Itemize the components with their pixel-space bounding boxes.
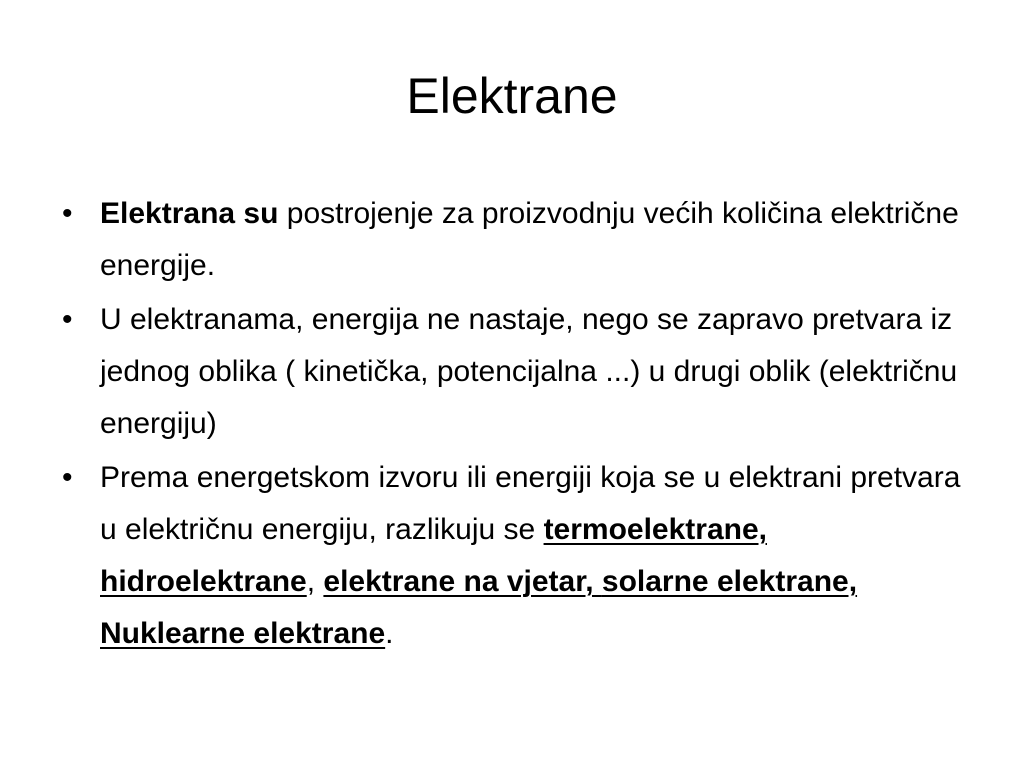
bullet-text: postrojenje za proizvodnju većih količina električne energije. [100, 197, 959, 282]
term-termoelektrane: termoelektrane, [543, 513, 767, 546]
bullet-item-2 [62, 294, 967, 450]
bullet-list [62, 188, 967, 662]
sentence-end: . [385, 617, 394, 650]
bullet-item-3 [62, 452, 967, 660]
term-elektrane-na-vjetar: elektrane na vjetar, [323, 565, 602, 598]
bullet-text-intro: Prema energetskom izvoru ili energiji koja se u elektrani pretvara u električnu energiju, razlikuju se [100, 461, 961, 546]
bullet-text: U elektranama, energija ne nastaje, nego se zapravo pretvara iz jednog oblika ( kinetička, potencijalna ...) u drugi oblik (električnu energiju) [100, 303, 958, 440]
bullet-item-1 [62, 188, 967, 292]
term-solarne-nuklearne-elektrane: solarne elektrane, Nuklearne elektrane [100, 565, 858, 650]
slide-title: Elektrane [406, 68, 618, 124]
bullet-marker: • [62, 303, 73, 336]
term-hidroelektrane: hidroelektrane [100, 565, 307, 598]
bullet-lead-bold: Elektrana su [100, 197, 279, 230]
separator: , [306, 565, 324, 598]
bullet-marker: • [62, 197, 73, 230]
bullet-marker: • [62, 461, 73, 494]
